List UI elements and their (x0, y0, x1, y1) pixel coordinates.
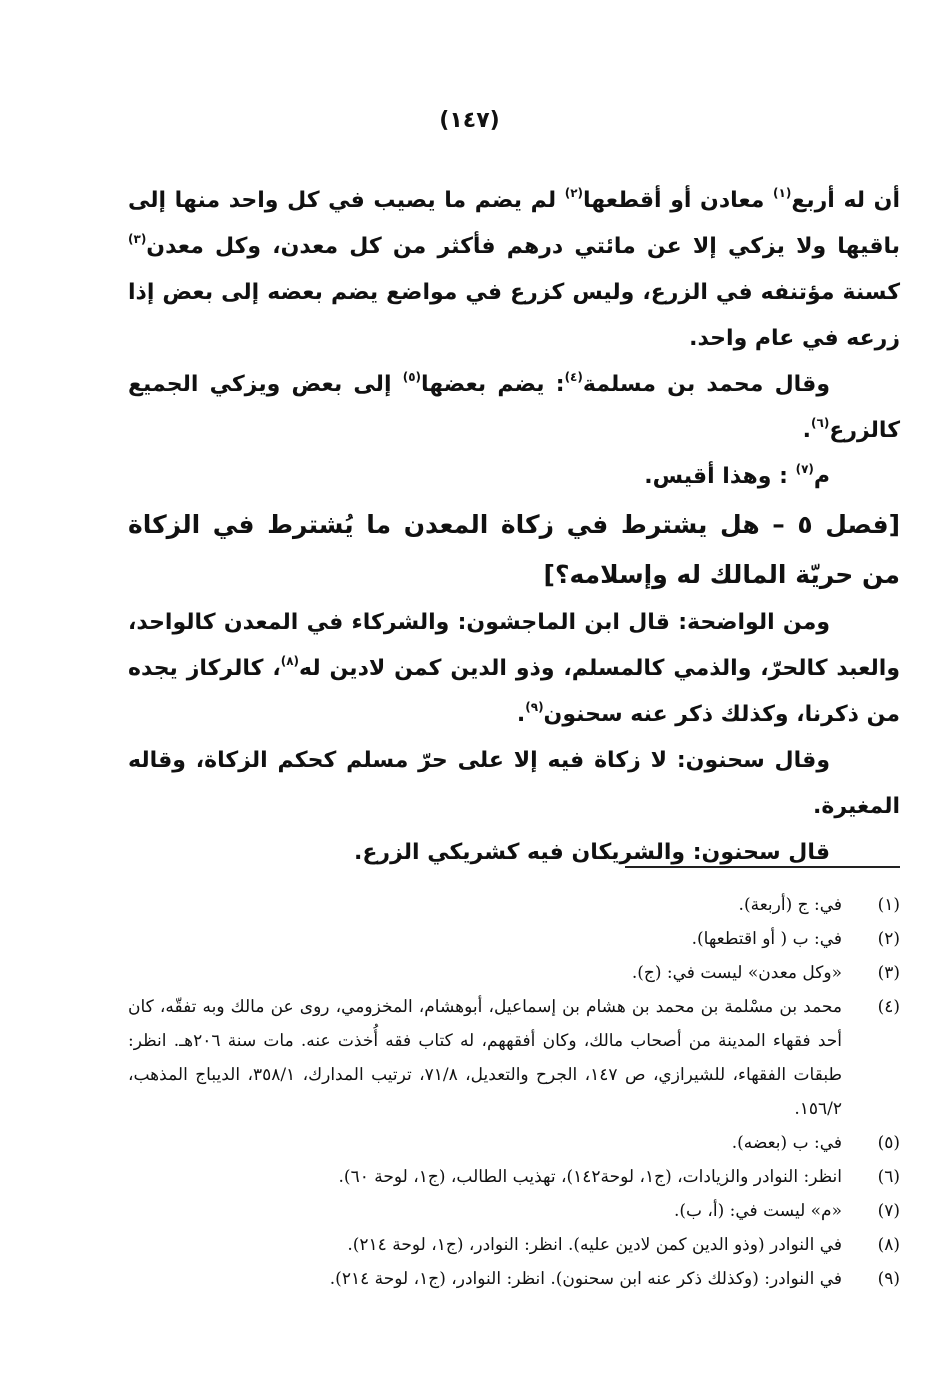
footnote-item (128, 1262, 900, 1296)
footnote-number: (٨) (877, 1235, 900, 1255)
footnote-text: في: ج (أربعة). (738, 895, 842, 915)
footnote-ref: (٧) (795, 462, 814, 476)
footnote-ref: (٩) (525, 700, 544, 714)
section-heading: [فصل ٥ – هل يشترط في زكاة المعدن ما يُشترط في الزكاة من حريّة المالك له وإسلامه؟] (128, 510, 900, 589)
paragraph-2: وقال محمد بن مسلمة$^{(٤)}$: يضم بعضها$^{(٥)}$ إلى بعض ويزكي الجميع كالزرع$^{(٦)}$. (128, 370, 900, 443)
main-text (128, 178, 900, 876)
footnote-number: (٧) (877, 1201, 900, 1221)
paragraph-1: أن له أربع$^{(١)}$ معادن أو أقطعها$^{(٢)}$ لم يضم ما يصيب في كل واحد منها إلى باقيها ولا يزكي إلا عن مائتي درهم فأكثر من كل معدن، وكل معدن$^{(٣)}$ كسنة مؤتنفه في الزرع، وليس كزرع في مواضع يضم بعضه إلى بعض إذا زرعه في عام واحد. (128, 186, 901, 351)
footnote-text: «م» ليست في: (أ، ب). (673, 1201, 842, 1221)
footnote-text: محمد بن مسْلمة بن محمد بن هشام بن إسماعيل، أبوهشام، المخزومي، روى عن مالك وبه تفقّه، كان أحد فقهاء المدينة من أصحاب مالك، وكان أفقههم، له كتاب فقه أُخذت عنه. مات سنة ٢٠٦هـ. انظر: طبقات الفقهاء، للشيرازي، ص ١٤٧، الجرح والتعديل، ٧١/٨، ترتيب المدارك، ٣٥٨/١، الديباج المذهب، ١٥٦/٢. (128, 997, 842, 1119)
footnote-number: (٩) (877, 1269, 900, 1289)
footnote-number: (١) (877, 895, 900, 915)
footnote-text: في: ب ( أو اقتطعها). (691, 929, 842, 949)
paragraph-4: ومن الواضحة: قال ابن الماجشون: والشركاء في المعدن كالواحد، والعبد كالحرّ، والذمي كالمسلم، وذو الدين كمن لادين له$^{(٨)}$، كالركاز يجده من ذكرنا، وكذلك ذكر عنه سحنون$^{(٩)}$. (128, 610, 900, 727)
footnote-ref: (٢) (564, 186, 584, 200)
footnote-item (128, 1228, 900, 1262)
footnote-text: في: ب (بعضه). (731, 1133, 842, 1153)
footnote-number: (٦) (877, 1167, 900, 1187)
footnote-item (128, 956, 900, 990)
footnote-item (128, 1160, 900, 1194)
footnote-text: في النوادر: (وكذلك ذكر عنه ابن سحنون). انظر: النوادر، (ج١، لوحة ٢١٤). (329, 1269, 842, 1289)
footnote-item (128, 888, 900, 922)
footnote-ref: (٦) (811, 416, 830, 430)
footnote-ref: (١) (773, 186, 792, 200)
paragraph-5: وقال سحنون: لا زكاة فيه إلا على حرّ مسلم كحكم الزكاة، وقاله المغيرة. (128, 748, 900, 819)
footnote-text: «وكل معدن» ليست في: (ج). (631, 963, 842, 983)
footnote-number: (٣) (877, 963, 900, 983)
footnote-ref: (٨) (280, 654, 299, 668)
paragraph-6: قال سحنون: والشريكان فيه كشريكي الزرع. (354, 840, 830, 865)
footnote-item (128, 990, 900, 1126)
footnote-item (128, 1194, 900, 1228)
footnote-item (128, 922, 900, 956)
footnote-ref: (٥) (402, 370, 421, 384)
footnote-number: (٤) (877, 997, 900, 1017)
footnote-text: انظر: النوادر والزيادات، (ج١، لوحة١٤٢)، تهذيب الطالب، (ج١، لوحة ٦٠). (338, 1167, 842, 1187)
footnote-item (128, 1126, 900, 1160)
footnote-number: (٥) (877, 1133, 900, 1153)
footnote-number: (٢) (877, 929, 900, 949)
footnote-divider (625, 866, 900, 868)
footnote-text: في النوادر (وذو الدين كمن لادين عليه). انظر: النوادر، (ج١، لوحة ٢١٤). (347, 1235, 842, 1255)
page-number: (١٤٧) (439, 108, 500, 133)
footnote-ref: (٤) (564, 370, 583, 384)
paragraph-3: م$^{(٧)}$ : وهذا أقيس. (644, 462, 830, 489)
footnotes (128, 888, 900, 1296)
footnote-ref: (٣) (128, 232, 147, 246)
